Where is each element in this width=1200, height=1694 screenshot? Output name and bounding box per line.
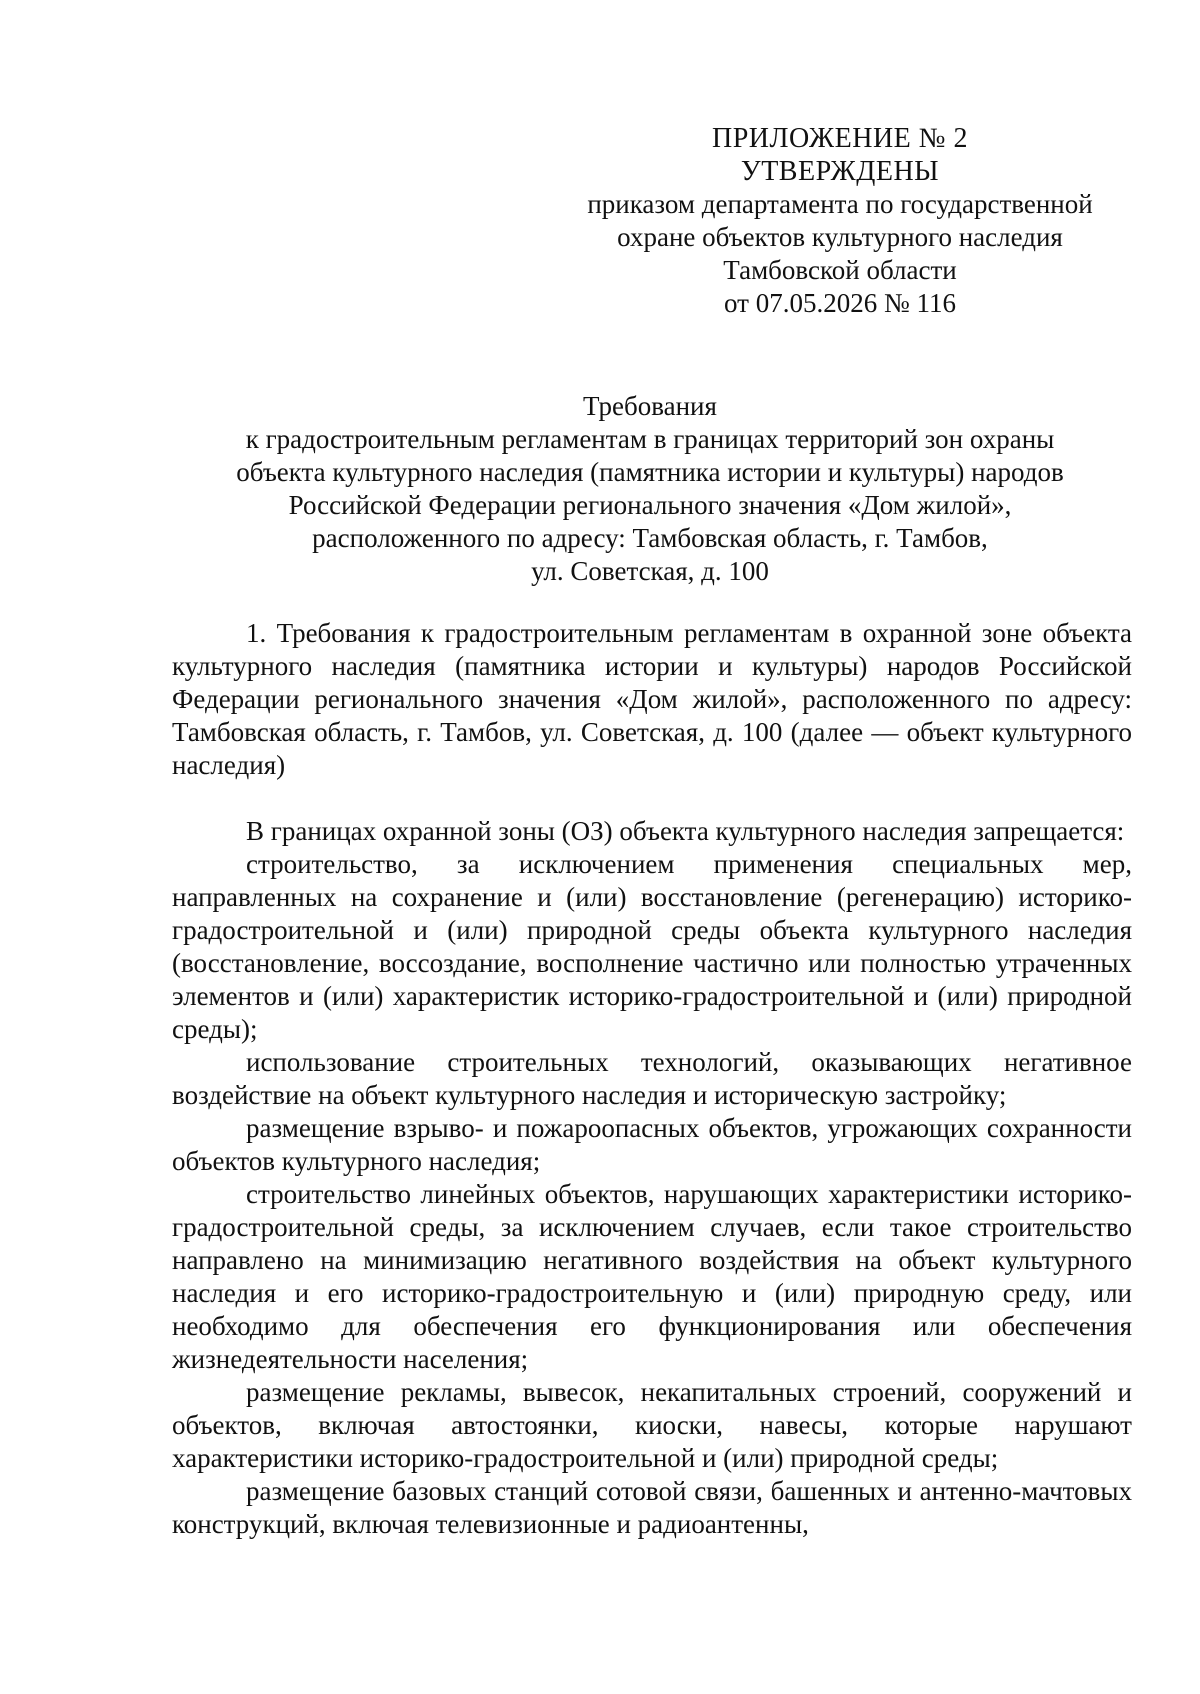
title-line-3: Российской Федерации регионального значения «Дом жилой», xyxy=(288,490,1012,520)
prohibitions-section xyxy=(172,815,1132,1541)
title-heading: Требования xyxy=(583,391,717,421)
prohibition-item: размещение рекламы, вывесок, некапитальных строений, сооружений и объектов, включая автостоянки, киоски, навесы, которые нарушают характеристики историко-градостроительной и (или) природной среды; xyxy=(172,1377,1132,1473)
order-line-3: Тамбовской области xyxy=(723,255,957,285)
prohibition-item: размещение базовых станций сотовой связи, башенных и антенно-мачтовых конструкций, включая телевизионные и радиоантенны, xyxy=(172,1476,1132,1539)
prohibition-item: строительство, за исключением применения специальных мер, направленных на сохранение и (или) восстановление (регенерацию) историко-градостроительной и (или) природной среды объекта культурного наследия (восстановление, воссоздание, восполнение частично или полностью утраченных элементов и (или) характеристик историко-градостроительной и (или) природной среды); xyxy=(172,849,1132,1044)
order-date-number: от 07.05.2026 № 116 xyxy=(724,288,956,318)
section-1 xyxy=(172,617,1132,782)
prohibition-item: использование строительных технологий, оказывающих негативное воздействие на объект культурного наследия и историческую застройку; xyxy=(172,1047,1132,1110)
paragraph-1: 1. Требования к градостроительным регламентам в охранной зоне объекта культурного наследия (памятника истории и культуры) народов Российской Федерации регионального значения «Дом жилой», расположенного по адресу: Тамбовская область, г. Тамбов, ул. Советская, д. 100 (далее — объект культурного наследия) xyxy=(172,618,1132,780)
paragraph-intro: В границах охранной зоны (ОЗ) объекта культурного наследия запрещается: xyxy=(246,816,1125,846)
prohibition-item: размещение взрыво- и пожароопасных объектов, угрожающих сохранности объектов культурного наследия; xyxy=(172,1113,1132,1176)
approved-label: УТВЕРЖДЕНЫ xyxy=(740,156,940,187)
order-line-2: охране объектов культурного наследия xyxy=(617,222,1063,252)
title-line-1: к градостроительным регламентам в границах территорий зон охраны xyxy=(245,424,1055,454)
order-line-1: приказом департамента по государственной xyxy=(587,189,1093,219)
document-title xyxy=(180,390,1120,588)
appendix-header xyxy=(520,122,1160,320)
prohibition-item: строительство линейных объектов, нарушающих характеристики историко-градостроительной среды, за исключением случаев, если такое строительство направлено на минимизацию негативного воздействия на объект культурного наследия и его историко-градостроительную и (или) природную среду, или необходимо для обеспечения его функционирования или обеспечения жизнедеятельности населения; xyxy=(172,1179,1132,1374)
title-line-4: расположенного по адресу: Тамбовская область, г. Тамбов, xyxy=(312,523,988,553)
title-line-2: объекта культурного наследия (памятника истории и культуры) народов xyxy=(236,457,1064,487)
title-line-5: ул. Советская, д. 100 xyxy=(531,556,769,586)
appendix-number: ПРИЛОЖЕНИЕ № 2 xyxy=(712,123,968,154)
